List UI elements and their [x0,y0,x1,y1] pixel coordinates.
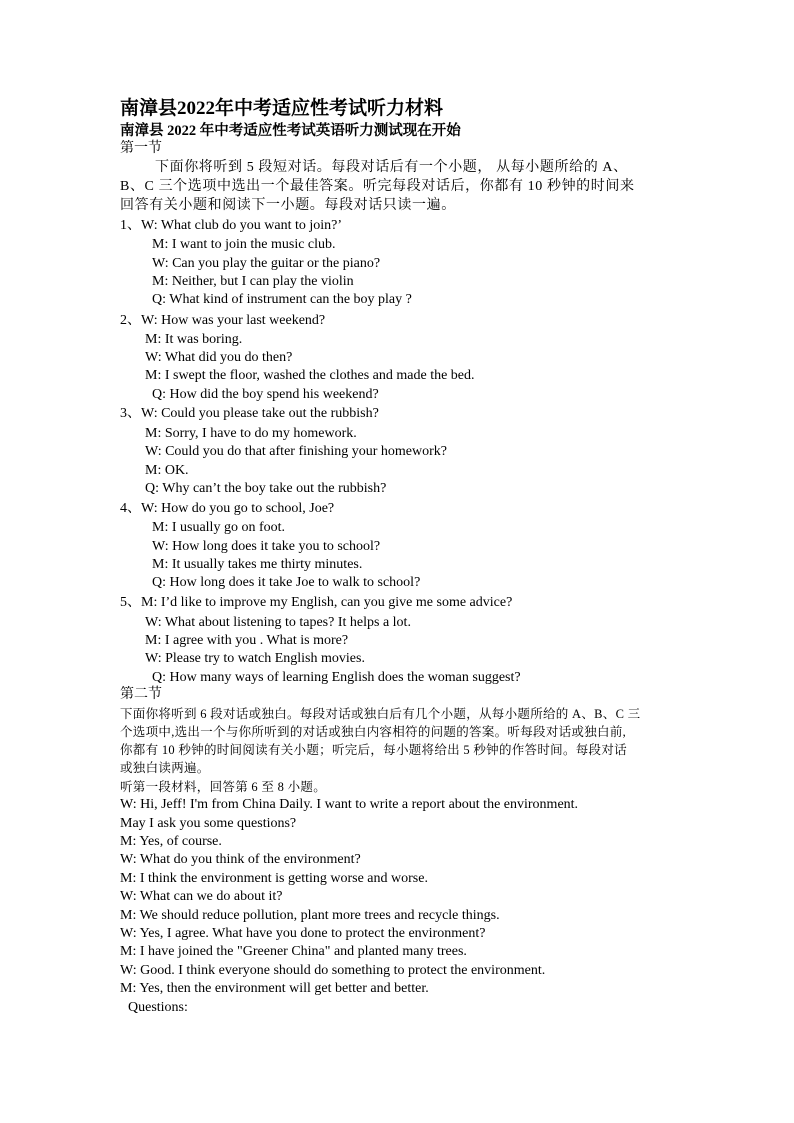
dialogue-5-line-4: W: Please try to watch English movies. [145,651,365,666]
conversation-line: W: Hi, Jeff! I'm from China Daily. I want to write a report about the environment. [120,797,579,812]
dialogue-5-line-2: W: What about listening to tapes? It helps a lot. [145,615,411,630]
section1-heading: 第一节 [120,141,162,156]
conversation-line: M: Yes, of course. [120,834,222,849]
dialogue-5-line-1: 5、M: I’d like to improve my English, can you give me some advice? [120,595,513,610]
section1-instruction-line: 回答有关小题和阅读下一小题。每段对话只读一遍。 [120,198,456,213]
conversation-line: W: What can we do about it? [120,889,283,904]
conversation-line: M: I think the environment is getting worse and worse. [120,871,428,886]
dialogue-3-line-3: W: Could you do that after finishing your homework? [145,444,447,459]
conversation-line: M: Yes, then the environment will get better and better. [120,981,429,996]
dialogue-3-line-1: 3、W: Could you please take out the rubbish? [120,406,379,421]
dialogue-5-line-3: M: I agree with you . What is more? [145,633,349,648]
section2-instruction-line: 你都有 10 秒钟的时间阅读有关小题；听完后，每小题将给出 5 秒钟的作答时间。每段对话 [120,743,627,757]
dialogue-2-line-1: 2、W: How was your last weekend? [120,313,326,328]
conversation-line: M: We should reduce pollution, plant more trees and recycle things. [120,908,500,923]
dialogue-1-line-1: 1、W: What club do you want to join?’ [120,218,343,233]
material-intro: 听第一段材料，回答第 6 至 8 小题。 [120,780,327,794]
dialogue-4-line-4: M: It usually takes me thirty minutes. [152,557,363,572]
document-subtitle: 南漳县 2022 年中考适应性考试英语听力测试现在开始 [120,123,461,139]
section2-instruction-line: 个选项中,选出一个与你所听到的对话或独白内容相符的问题的答案。听每段对话或独白前, [120,725,627,739]
section2-instruction-line: 或独白读两遍。 [120,761,210,775]
conversation-line: W: Good. I think everyone should do something to protect the environment. [120,963,546,978]
dialogue-3-line-4: M: OK. [145,463,189,478]
dialogue-1-line-2: M: I want to join the music club. [152,237,336,252]
questions-label: Questions: [128,1000,188,1015]
dialogue-3-question: Q: Why can’t the boy take out the rubbish? [145,481,387,496]
conversation-line: May I ask you some questions? [120,816,297,831]
dialogue-1-line-4: M: Neither, but I can play the violin [152,274,354,289]
dialogue-4-line-3: W: How long does it take you to school? [152,539,381,554]
dialogue-5-question: Q: How many ways of learning English does the woman suggest? [152,670,521,685]
conversation-line: M: I have joined the "Greener China" and planted many trees. [120,944,467,959]
dialogue-4-line-1: 4、W: How do you go to school, Joe? [120,501,335,516]
dialogue-3-line-2: M: Sorry, I have to do my homework. [145,426,357,441]
section1-instruction-line: 下面你将听到 5 段短对话。每段对话后有一个小题， 从每小题所给的 A、 [155,160,628,175]
dialogue-2-question: Q: How did the boy spend his weekend? [152,387,379,402]
conversation-line: W: What do you think of the environment? [120,852,361,867]
dialogue-4-line-2: M: I usually go on foot. [152,520,285,535]
conversation-line: W: Yes, I agree. What have you done to protect the environment? [120,926,486,941]
dialogue-2-line-4: M: I swept the floor, washed the clothes and made the bed. [145,368,475,383]
section1-instruction-line: B、C 三个选项中选出一个最佳答案。听完每段对话后，你都有 10 秒钟的时间来 [120,179,635,194]
dialogue-1-question: Q: What kind of instrument can the boy play ? [152,292,412,307]
dialogue-2-line-2: M: It was boring. [145,332,243,347]
section2-instruction-line: 下面你将听到 6 段对话或独白。每段对话或独白后有几个小题，从每小题所给的 A、B、C 三 [120,707,641,721]
document-title: 南漳县2022年中考适应性考试听力材料 [120,98,444,119]
section2-heading: 第二节 [120,687,162,702]
dialogue-2-line-3: W: What did you do then? [145,350,293,365]
dialogue-1-line-3: W: Can you play the guitar or the piano? [152,256,381,271]
dialogue-4-question: Q: How long does it take Joe to walk to school? [152,575,421,590]
